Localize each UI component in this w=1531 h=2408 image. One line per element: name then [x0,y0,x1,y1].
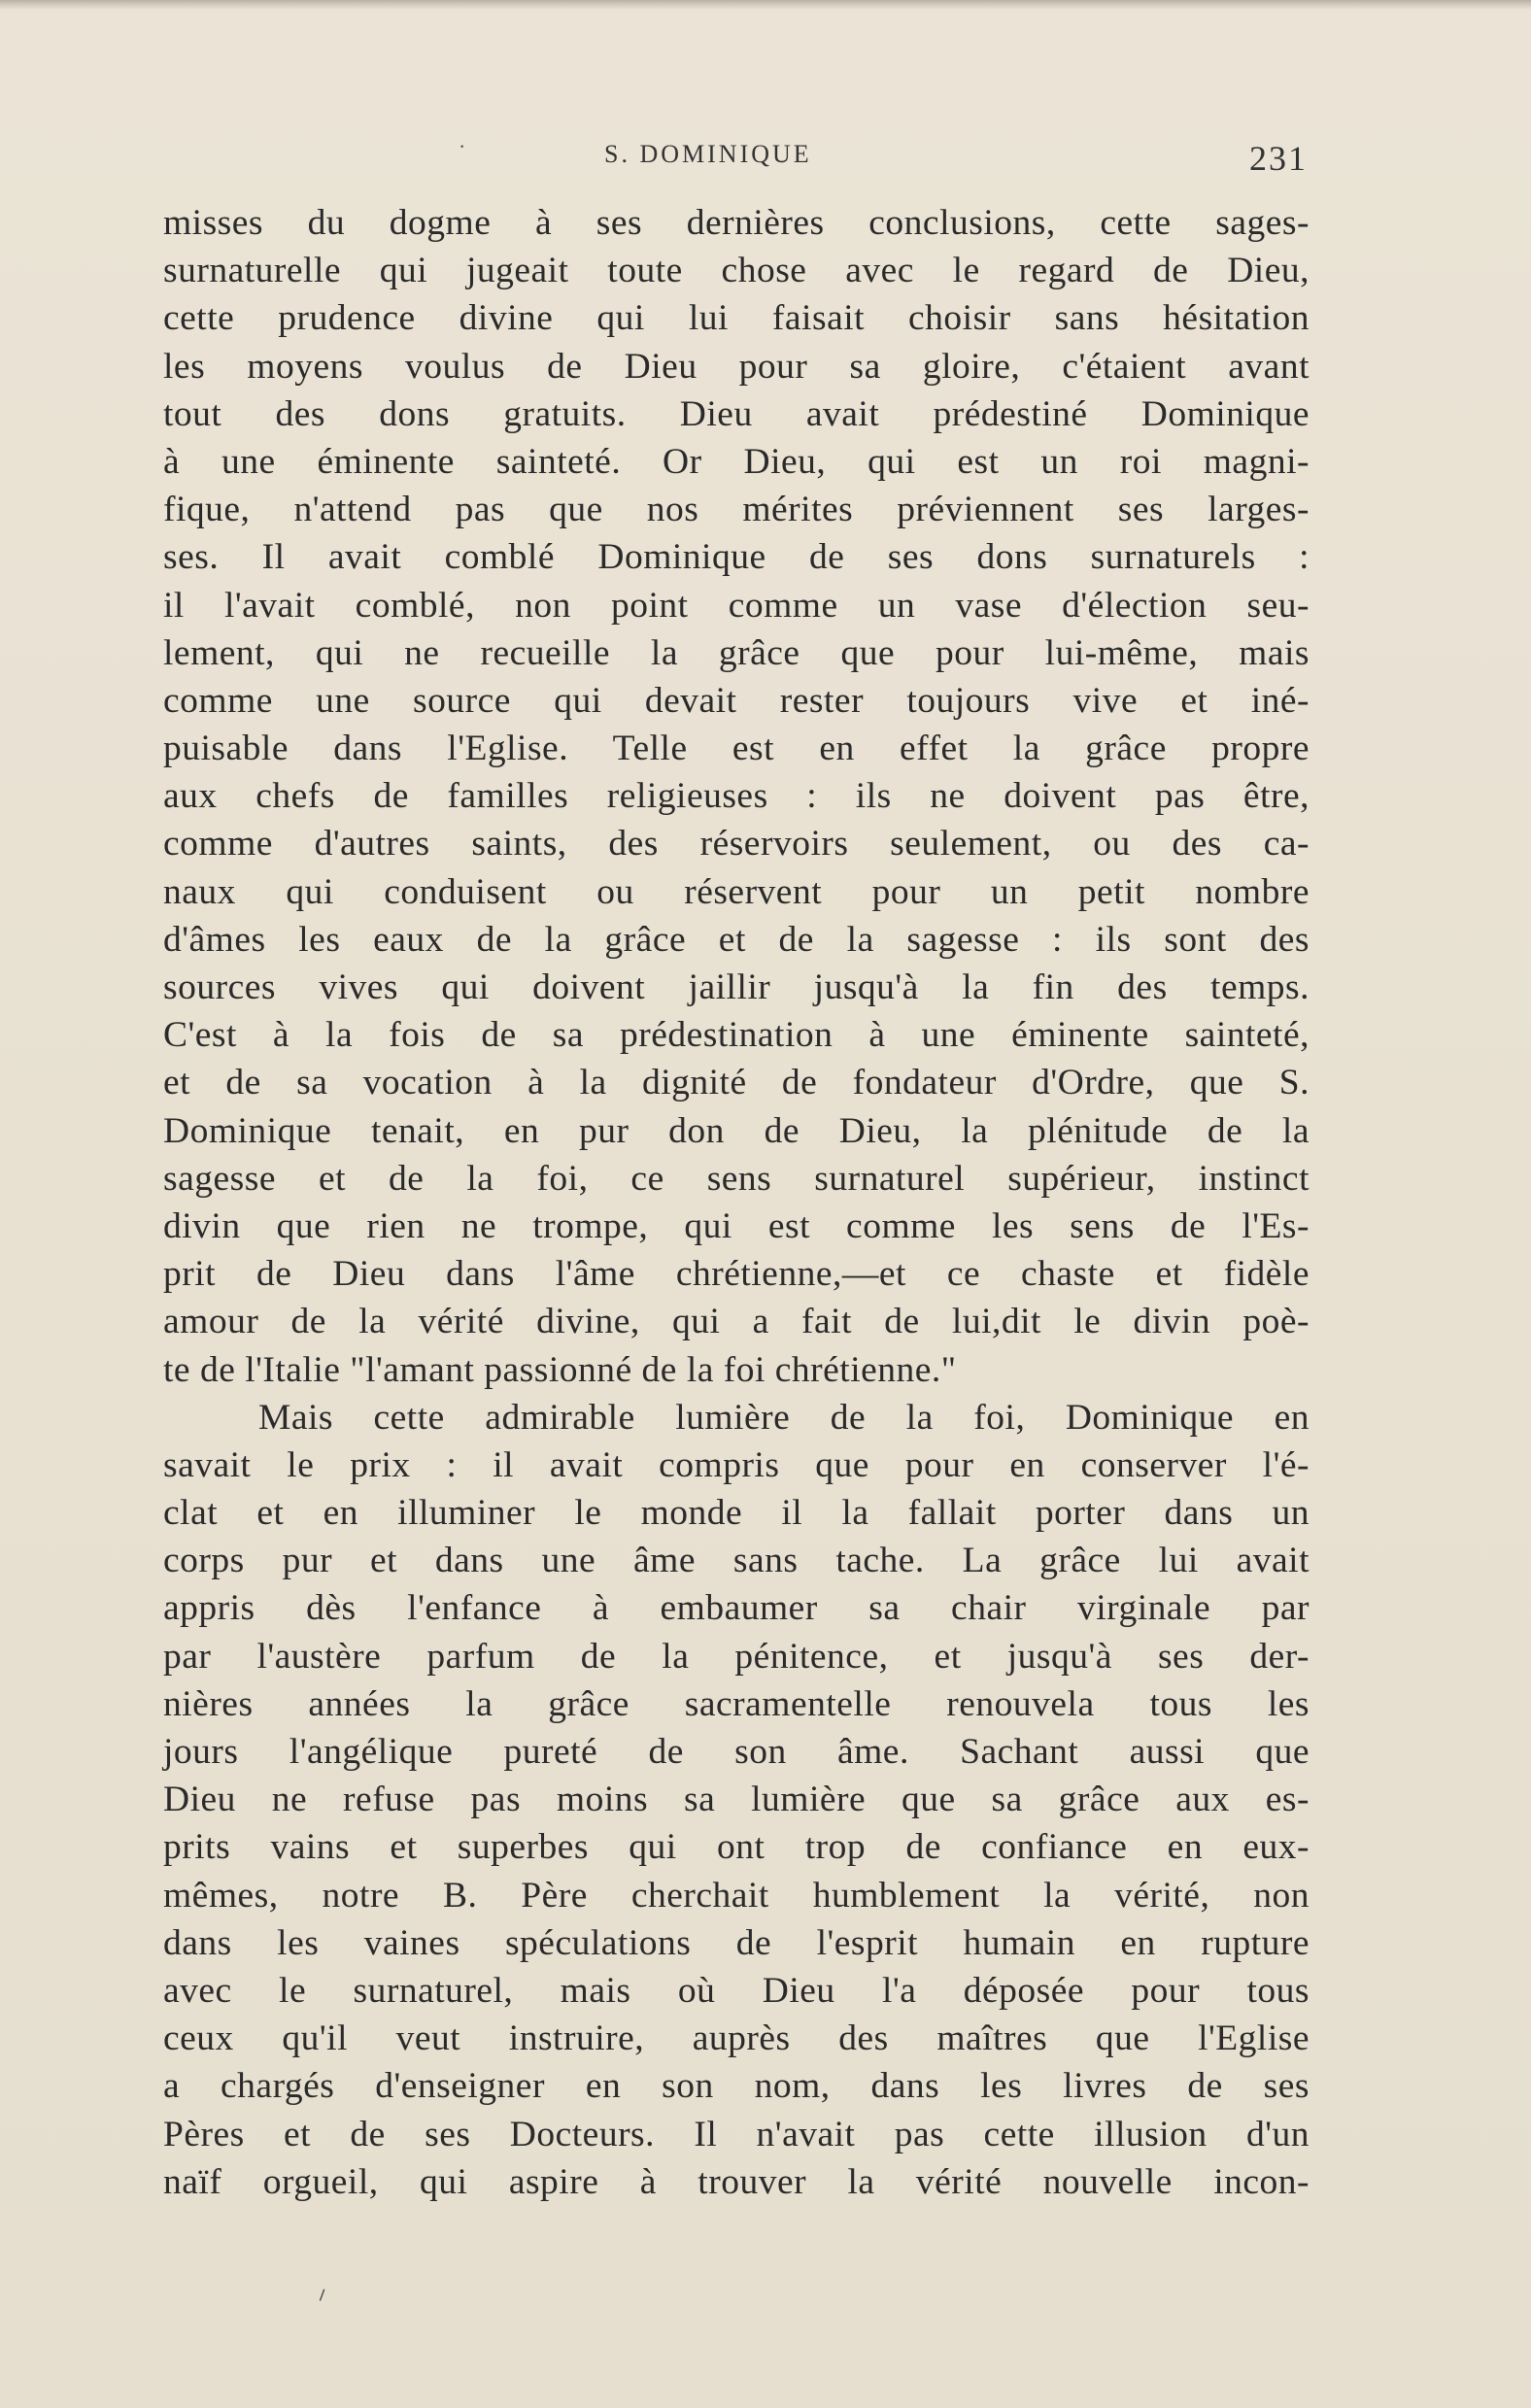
text-line: naux qui conduisent ou réservent pour un petit nombre [163,871,1310,912]
text-line: corps pur et dans une âme sans tache. La grâce lui avait [163,1541,1310,1581]
text-line: avec le surnaturel, mais où Dieu l'a déposée pour tous [163,1970,1310,2011]
text-line: C'est à la fois de sa prédestination à une éminente sainteté, [163,1015,1310,1056]
text-line: amour de la vérité divine, qui a fait de lui,dit le divin poè- [163,1302,1310,1342]
text-line: dans les vaines spéculations de l'esprit humain en rupture [163,1922,1310,1963]
text-line: les moyens voulus de Dieu pour sa gloire, c'étaient avant [163,346,1310,387]
text-line: mêmes, notre B. Père cherchait humblement la vérité, non [163,1875,1310,1916]
text-line: et de sa vocation à la dignité de fondateur d'Ordre, que S. [163,1063,1310,1103]
text-line: d'âmes les eaux de la grâce et de la sagesse : ils sont des [163,919,1310,960]
text-line: sagesse et de la foi, ce sens surnaturel supérieur, instinct [163,1158,1310,1199]
text-line: divin que rien ne trompe, qui est comme les sens de l'Es- [163,1205,1310,1246]
text-line: savait le prix : il avait compris que pour en conserver l'é- [163,1444,1310,1485]
text-line: cette prudence divine qui lui faisait choisir sans hésitation [163,298,1310,339]
text-line: par l'austère parfum de la pénitence, et jusqu'à ses der- [163,1636,1310,1677]
text-line: Dominique tenait, en pur don de Dieu, la plénitude de la [163,1110,1310,1151]
text-line: ses. Il avait comblé Dominique de ses dons surnaturels : [163,537,1310,578]
text-line: nières années la grâce sacramentelle renouvela tous les [163,1683,1310,1724]
text-line: sources vives qui doivent jaillir jusqu'à la fin des temps. [163,967,1310,1007]
paragraph-start-line: Mais cette admirable lumière de la foi, Dominique en [258,1397,1310,1438]
text-line: ceux qu'il veut instruire, auprès des maîtres que l'Eglise [163,2018,1310,2059]
header-title: S. DOMINIQUE [604,140,812,168]
text-line: surnaturelle qui jugeait toute chose avec le regard de Dieu, [163,251,1310,291]
header-dot: · [459,134,466,158]
text-line: jours l'angélique pureté de son âme. Sachant aussi que [163,1732,1310,1772]
text-line: misses du dogme à ses dernières conclusions, cette sages- [163,203,1310,243]
text-line: clat et en illuminer le monde il la fallait porter dans un [163,1493,1310,1534]
text-line: comme une source qui devait rester toujours vive et iné- [163,680,1310,721]
text-line: prits vains et superbes qui ont trop de confiance en eux- [163,1827,1310,1868]
page-top-edge [0,0,1531,10]
text-line: appris dès l'enfance à embaumer sa chair virginale par [163,1588,1310,1629]
page-number: 231 [1249,139,1308,178]
text-line: tout des dons gratuits. Dieu avait prédestiné Dominique [163,393,1310,434]
text-line: prit de Dieu dans l'âme chrétienne,—et ce chaste et fidèle [163,1254,1310,1295]
text-line: puisable dans l'Eglise. Telle est en effet la grâce propre [163,729,1310,769]
text-line: Dieu ne refuse pas moins sa lumière que sa grâce aux es- [163,1780,1310,1820]
paragraph-end-line: te de l'Italie "l'amant passionné de la foi chrétienne." [163,1349,957,1390]
running-head [0,134,1531,178]
text-line: comme d'autres saints, des réservoirs seulement, ou des ca- [163,824,1310,865]
body-text [163,199,1310,2206]
text-line: fique, n'attend pas que nos mérites préviennent ses larges- [163,490,1310,530]
stray-pencil-mark: ⸝ [308,2274,332,2306]
text-line: Pères et de ses Docteurs. Il n'avait pas cette illusion d'un [163,2114,1310,2154]
text-line: a chargés d'enseigner en son nom, dans les livres de ses [163,2066,1310,2107]
text-line: à une éminente sainteté. Or Dieu, qui est un roi magni- [163,441,1310,482]
text-line: naïf orgueil, qui aspire à trouver la vérité nouvelle incon- [163,2161,1310,2202]
text-line: aux chefs de familles religieuses : ils ne doivent pas être, [163,776,1310,817]
text-line: il l'avait comblé, non point comme un vase d'élection seu- [163,585,1310,626]
text-line: lement, qui ne recueille la grâce que pour lui-même, mais [163,632,1310,673]
